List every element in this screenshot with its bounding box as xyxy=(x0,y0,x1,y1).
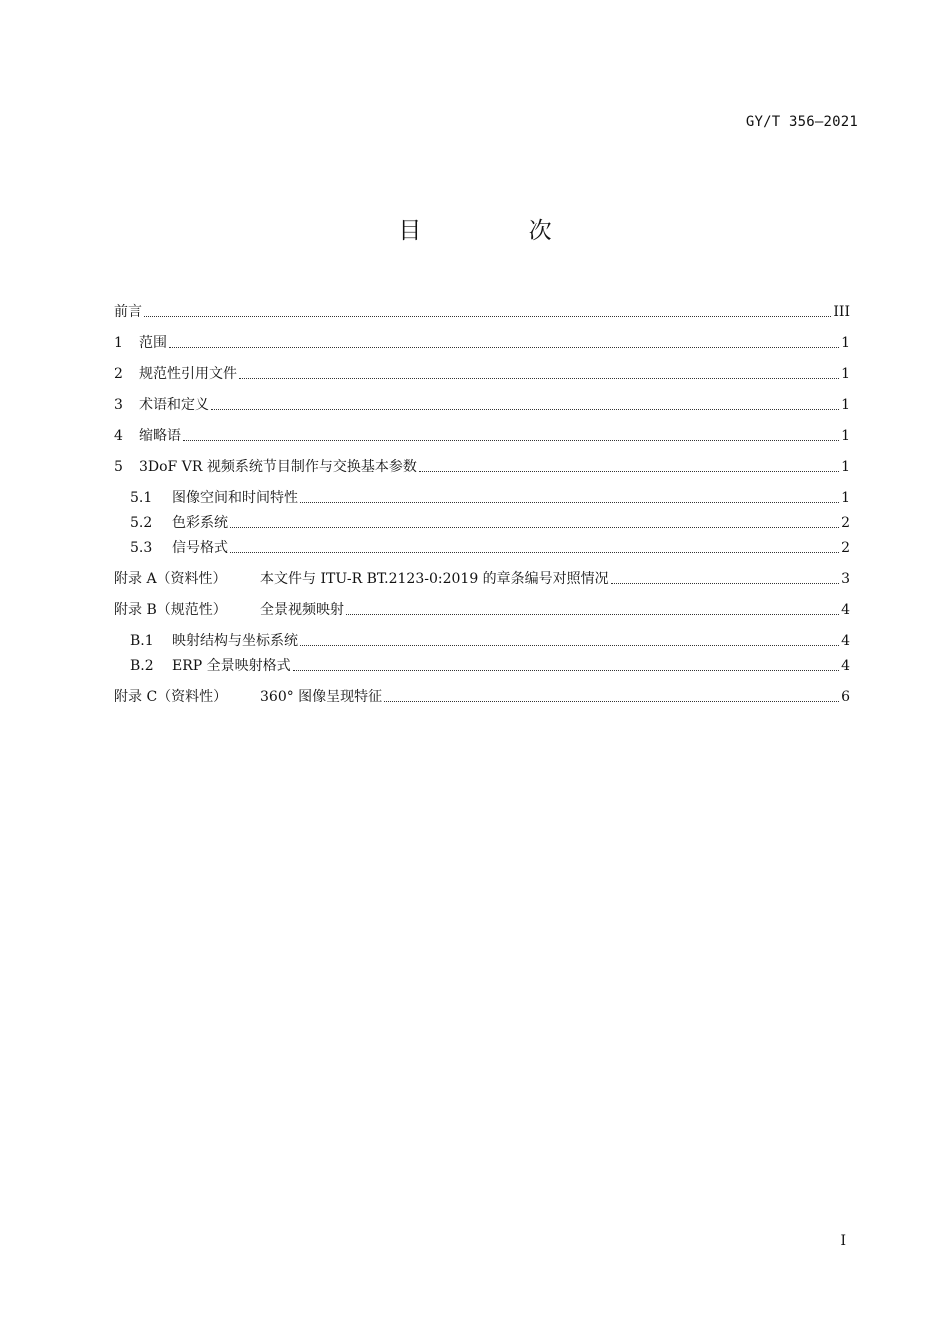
toc-entry-label: B.1 映射结构与坐标系统 xyxy=(130,633,298,649)
dot-leader xyxy=(211,408,839,410)
dot-leader xyxy=(384,700,839,702)
dot-leader xyxy=(169,346,839,348)
toc-entry-label: 1 范围 xyxy=(114,335,167,351)
toc-entry-annex-a[interactable] xyxy=(114,567,850,589)
toc-entry-page: 1 xyxy=(841,335,850,351)
toc-entry-annex-c[interactable] xyxy=(114,685,850,707)
toc-entry-page: III xyxy=(833,304,850,320)
toc-entry-scope[interactable] xyxy=(114,331,850,353)
dot-leader xyxy=(346,613,839,615)
toc-entry-basic-parameters[interactable] xyxy=(114,455,850,477)
toc-entry-label: 前言 xyxy=(114,304,142,320)
dot-leader xyxy=(230,551,839,553)
toc-entry-label: 5 3DoF VR 视频系统节目制作与交换基本参数 xyxy=(114,459,417,475)
toc-entry-number: 5.3 xyxy=(130,540,153,556)
toc-entry-page: 1 xyxy=(841,459,850,475)
toc-entry-number: 2 xyxy=(114,366,123,382)
toc-entry-page: 1 xyxy=(841,490,850,506)
toc-entry-page: 4 xyxy=(841,658,850,674)
toc-entry-page: 1 xyxy=(841,397,850,413)
toc-entry-label: 5.1 图像空间和时间特性 xyxy=(130,490,298,506)
toc-entry-erp-format[interactable] xyxy=(130,654,850,676)
toc-entry-mapping-structure[interactable] xyxy=(130,629,850,651)
toc-entry-number: 1 xyxy=(114,335,123,351)
toc-entry-page: 4 xyxy=(841,602,850,618)
toc-entry-abbreviations[interactable] xyxy=(114,424,850,446)
toc-entry-number: 5.2 xyxy=(130,515,153,531)
toc-entry-label: 5.3 信号格式 xyxy=(130,540,228,556)
toc-entry-number: 附录 A（资料性） xyxy=(114,571,227,587)
toc-entry-page: 6 xyxy=(841,689,850,705)
dot-leader xyxy=(300,644,839,646)
toc-entry-label: 附录 B（规范性） 全景视频映射 xyxy=(114,602,344,618)
toc-entry-label: 3 术语和定义 xyxy=(114,397,209,413)
dot-leader xyxy=(239,377,839,379)
dot-leader xyxy=(183,439,839,441)
dot-leader xyxy=(300,501,839,503)
toc-entry-number: 3 xyxy=(114,397,123,413)
toc-entry-normative-references[interactable] xyxy=(114,362,850,384)
toc-entry-number: 5 xyxy=(114,459,123,475)
toc-entry-page: 4 xyxy=(841,633,850,649)
toc-entry-number: 5.1 xyxy=(130,490,153,506)
toc-entry-page: 1 xyxy=(841,366,850,382)
toc-entry-label: 5.2 色彩系统 xyxy=(130,515,228,531)
dot-leader xyxy=(144,315,831,317)
toc-entry-label: B.2 ERP 全景映射格式 xyxy=(130,658,291,674)
toc-entry-page: 3 xyxy=(841,571,850,587)
toc-entry-number: B.2 xyxy=(130,658,154,674)
toc-entry-terms-definitions[interactable] xyxy=(114,393,850,415)
toc-entry-annex-b[interactable] xyxy=(114,598,850,620)
toc-entry-number: 附录 C（资料性） xyxy=(114,689,228,705)
dot-leader xyxy=(230,526,839,528)
toc-entry-number: 附录 B（规范性） xyxy=(114,602,227,618)
toc-entry-label: 附录 C（资料性） 360° 图像呈现特征 xyxy=(114,689,383,705)
document-code: GY/T 356—2021 xyxy=(745,114,858,130)
dot-leader xyxy=(419,470,839,472)
toc-entry-number: B.1 xyxy=(130,633,154,649)
dot-leader xyxy=(293,669,839,671)
dot-leader xyxy=(611,582,839,584)
toc-entry-signal-format[interactable] xyxy=(130,536,850,558)
toc-entry-label: 附录 A（资料性） 本文件与 ITU-R BT.2123-0:2019 的章条编号对照情况 xyxy=(114,571,609,587)
toc-entry-number: 4 xyxy=(114,428,123,444)
toc-title: 目 次 xyxy=(398,218,602,244)
toc-entry-label: 2 规范性引用文件 xyxy=(114,366,237,382)
toc-entry-page: 1 xyxy=(841,428,850,444)
toc-entry-preface[interactable] xyxy=(114,300,850,322)
page-number: I xyxy=(840,1233,846,1249)
toc-entry-color-system[interactable] xyxy=(130,511,850,533)
toc-entry-page: 2 xyxy=(841,540,850,556)
toc-entry-page: 2 xyxy=(841,515,850,531)
toc-entry-label: 4 缩略语 xyxy=(114,428,181,444)
toc-entry-spatial-temporal[interactable] xyxy=(130,486,850,508)
